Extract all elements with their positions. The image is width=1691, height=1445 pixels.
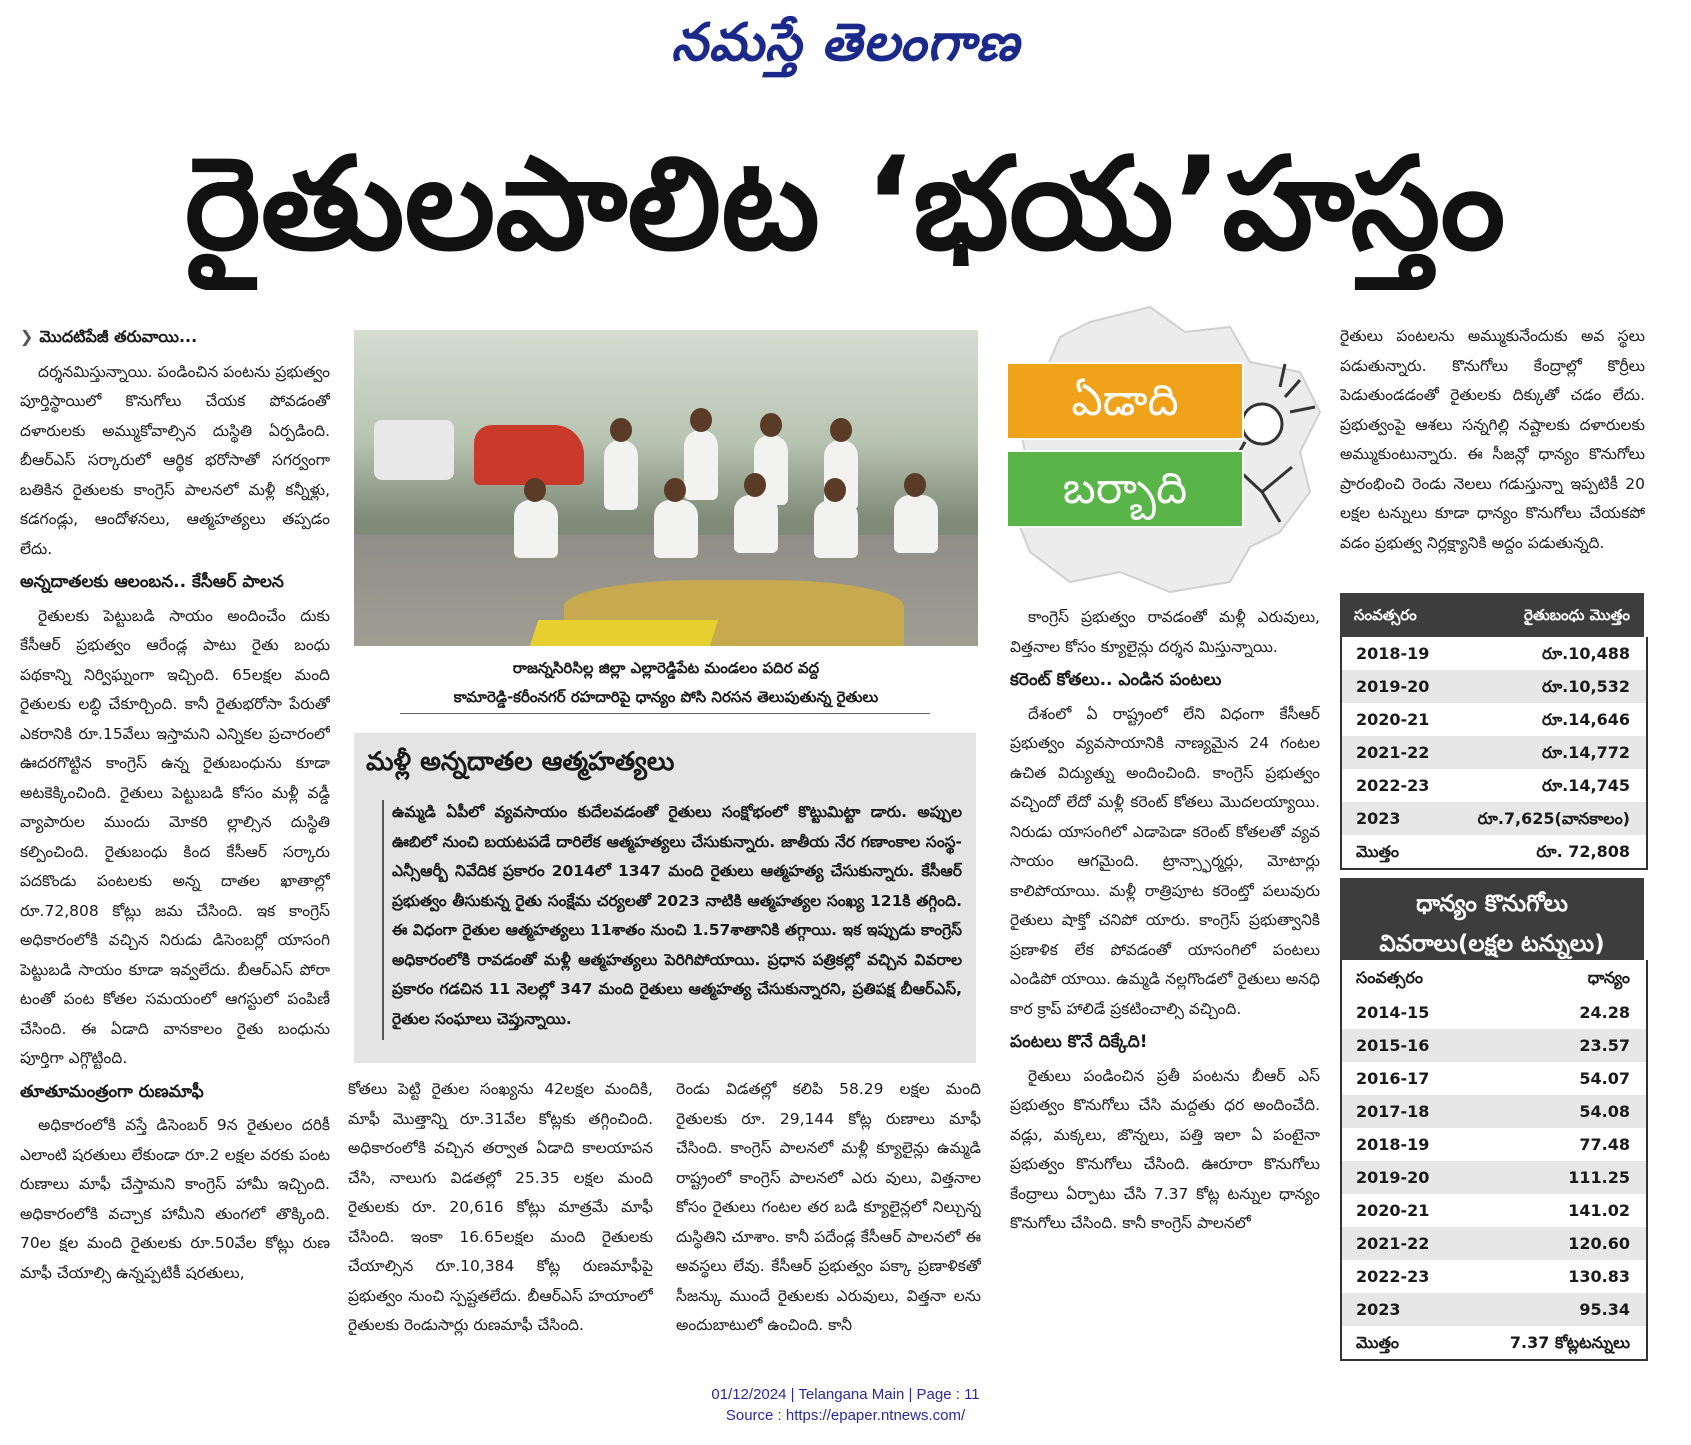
photo-person-head — [760, 413, 782, 437]
subheading: కరెంట్ కోతలు.. ఎండిన పంటలు — [1010, 670, 1222, 690]
table-row — [1342, 1029, 1646, 1062]
photo-person — [514, 500, 558, 558]
sidebar-box-title: మళ్లీ అన్నదాతల ఆత్మహత్యలు — [366, 747, 675, 777]
table-row — [1342, 1293, 1646, 1326]
cell-value: 54.07 — [1579, 1069, 1630, 1088]
table-row — [1342, 1227, 1646, 1260]
cell-year: 2020-21 — [1356, 710, 1430, 729]
table-title-line: వివరాలు(లక్షల టన్నులు) — [1379, 931, 1605, 957]
table-row — [1342, 1161, 1646, 1194]
photo-caption — [354, 654, 978, 712]
cell-year: 2015-16 — [1356, 1036, 1430, 1055]
ruin-tag: బర్బాది — [1006, 450, 1244, 528]
grain-procurement-table — [1340, 996, 1648, 1361]
arrow-right-icon: ❯ — [20, 327, 34, 346]
cell-value: రూ.14,772 — [1542, 743, 1630, 762]
grain-procurement-header-row — [1340, 960, 1648, 996]
column-header-grain: ధాన్యం — [1587, 968, 1630, 987]
headline: రైతులపాలిట ‘భయ’హస్తం — [184, 130, 1506, 279]
column-header-year: సంవత్సరం — [1356, 968, 1423, 987]
photo-person — [734, 495, 778, 553]
article-column-5 — [1340, 322, 1645, 577]
cell-value: 7.37 కోట్లటన్నులు — [1509, 1333, 1630, 1352]
paragraph: దేశంలో ఏ రాష్ట్రంలో లేని విధంగా కేసీఆర్ ప్రభుత్వం వ్యవసాయానికి నాణ్యమైన 24 గంటల ఉచిత విద్యుత్ను అందించింది. కాంగ్రెస్ ప్రభుత్వం వచ్చిందో లేదో మళ్లీ కరెంట్ కోతలు మొదలయ్యాయి. నిరుడు యాసంగిలో ఎడాపెడా కరెంట్ కోతలతో వ్యవ సాయం ఆగమైంది. ట్రాన్స్ఫార్మర్లు, మోటార్లు కాలిపోయాయి. మళ్లీ రాత్రిపూట కరెంట్తో పలువురు రైతులు షాక్తో చనిపో యారు. కాంగ్రెస్ ప్రభుత్వానికి ప్రణాళిక లేక పోవడంతో యాసంగిలో పంటలు ఎండిపో యాయి. ఉమ్మడి నల్లగొండలో రైతులు అనధి కార క్రాప్ హాలిడే ప్రకటించాల్సి వచ్చింది. — [1010, 704, 1320, 1018]
cell-value: 120.60 — [1568, 1234, 1630, 1253]
cell-value: రూ.10,488 — [1542, 644, 1630, 663]
cell-year: 2017-18 — [1356, 1102, 1430, 1121]
cell-year: 2020-21 — [1356, 1201, 1430, 1220]
photo-person-head — [824, 478, 846, 502]
cell-year: 2019-20 — [1356, 1168, 1430, 1187]
cell-value: రూ. 72,808 — [1536, 842, 1630, 861]
table-title-line: ధాన్యం కొనుగోలు — [1416, 891, 1568, 917]
table-row — [1342, 1260, 1646, 1293]
year-tag: ఏడాది — [1006, 362, 1244, 440]
table-row — [1342, 769, 1646, 802]
cell-year: 2018-19 — [1356, 644, 1430, 663]
photo-person-head — [610, 418, 632, 442]
photo-vehicle — [474, 425, 584, 485]
cell-value: 54.08 — [1579, 1102, 1630, 1121]
cell-year: 2022-23 — [1356, 776, 1430, 795]
paragraph: కోతలు పెట్టి రైతుల సంఖ్యను 42లక్షల మందికి, మాఫీ మొత్తాన్ని రూ.31వేల కోట్లకు తగ్గించింది. అధికారంలోకి వచ్చిన తర్వాత ఏడాది కాలయాపన చేసి, నాలుగు విడతల్లో 25.35 లక్షల మంది రైతులకు రూ. 20,616 కోట్లు మాత్రమే మాఫీ చేసింది. ఇంకా 16.65లక్షల మంది రైతులకు చేయాల్సిన రూ.10,384 కోట్ల రుణమాఫీపై ప్రభుత్వం నుంచి స్పష్టతలేదు. బీఆర్ఎస్ హయాంలో రైతులకు రెండుసార్లు రుణమాఫీ చేసింది. — [348, 1080, 653, 1334]
article-column-2 — [348, 1075, 653, 1365]
cell-year: 2019-20 — [1356, 677, 1430, 696]
cell-value: 77.48 — [1579, 1135, 1630, 1154]
cell-value: రూ.14,646 — [1542, 710, 1630, 729]
photo-person — [814, 500, 858, 558]
article-column-3 — [676, 1075, 981, 1365]
sidebar-box-body: ఉమ్మడి ఏపీలో వ్యవసాయం కుదేలవడంతో రైతులు సంక్షోభంలో కొట్టుమిట్టా డారు. అప్పుల ఊబిలో నుంచి బయటపడే దారిలేక ఆత్మహత్యలు చేసుకున్నారు. జాతీయ నేర గణాంకాల సంస్థ-ఎన్సీఆర్బీ నివేదిక ప్రకారం 2014లో 1347 మంది రైతులు ఆత్మహత్య చేసుకున్నారు. కేసీఆర్ ప్రభుత్వం తీసుకున్న రైతు సంక్షేమ చర్యలతో 2023 నాటికి ఆత్మహత్యల సంఖ్య 121కి తగ్గింది. ఈ విధంగా రైతుల ఆత్మహత్యలు 11శాతం నుంచి 1.57శాతానికి తగ్గాయి. ఇక ఇప్పుడు కాంగ్రెస్ అధికారంలోకి రావడంతో మళ్లీ ఆత్మహత్యలు పెరిగిపోయాయి. ప్రధాన పత్రికల్లో వచ్చిన వివరాల ప్రకారం గడచిన 11 నెలల్లో 347 మంది రైతులు ఆత్మహత్య చేసుకున్నారని, ప్రతిపక్ష బీఆర్ఎస్, రైతుల సంఘాలు చెప్తున్నాయి. — [392, 803, 962, 1028]
article-column-1 — [20, 322, 330, 1362]
paragraph: రైతులు పంటలను అమ్ముకునేందుకు అవ స్థలు పడుతున్నారు. కొనుగోలు కేంద్రాల్లో కొర్రీలు పెడుతుండడంతో రైతులకు దిక్కుతో చడం లేదు. ప్రభుత్వంపై ఆశలు సన్నగిల్లి నష్టాలకు దళారులకు అమ్ముకుంటున్నారు. ఈ సీజన్లో ధాన్యం కొనుగోలు ప్రారంభించి రెండు నెలలు గడుస్తున్నా ఇప్పటికీ 20 లక్షల టన్నులు కూడా ధాన్యం కొనుగోలు చేయకపో వడం ప్రభుత్వ నిర్లక్ష్యానికి అద్దం పడుతున్నది. — [1340, 327, 1645, 552]
table-row — [1342, 703, 1646, 736]
photo-person-head — [664, 478, 686, 502]
table-row — [1342, 802, 1646, 835]
table-row — [1342, 1194, 1646, 1227]
caption-line: కామారెడ్డి-కరీంనగర్ రహదారిపై ధాన్యం పోసి నిరసన తెలుపుతున్న రైతులు — [453, 688, 879, 706]
rythu-bandhu-table — [1340, 637, 1648, 870]
table-row — [1342, 835, 1646, 868]
paragraph: కాంగ్రెస్ ప్రభుత్వం రావడంతో మళ్లీ ఎరువులు, విత్తనాల కోసం క్యూలైన్లు దర్శన మిస్తున్నాయి. — [1010, 608, 1320, 656]
cell-year: 2023 — [1356, 1300, 1401, 1319]
cell-year: 2021-22 — [1356, 743, 1430, 762]
photo-vehicle — [374, 420, 454, 480]
caption-line: రాజన్నసిరిసిల్ల జిల్లా ఎల్లారెడ్డిపేట మండలం పదిర వద్ద — [512, 659, 820, 677]
table-row — [1342, 1062, 1646, 1095]
cell-value: రూ.14,745 — [1542, 776, 1630, 795]
cell-year: మొత్తం — [1356, 842, 1400, 861]
photo-person — [684, 430, 718, 500]
cell-value: రూ.7,625(వానకాలం) — [1477, 809, 1630, 828]
paragraph: రెండు విడతల్లో కలిపి 58.29 లక్షల మంది రైతులకు రూ. 29,144 కోట్ల రుణాలు మాఫీ చేసింది. కాంగ్రెస్ పాలనలో మళ్లీ క్యూలైన్లు ఉమ్మడి రాష్ట్రంలో కాంగ్రెస్ పాలనలో ఎరు వులు, విత్తనాల కోసం రైతులు గంటల తర బడి క్యూలైన్లలో నిల్చున్న దుస్థితిని చూశాం. కానీ పదేండ్ల కేసీఆర్ పాలనలో ఈ అవస్థలు లేవు. కేసీఆర్ ప్రభుత్వం పక్కా ప్రణాళికతో సీజన్కు ముందే రైతులకు ఎరువులు, విత్తనా లను అందుబాటులో ఉంచింది. కానీ — [676, 1080, 981, 1334]
cell-value: 130.83 — [1568, 1267, 1630, 1286]
cell-year: 2021-22 — [1356, 1234, 1430, 1253]
caption-divider — [400, 713, 930, 714]
footer-source: Source : https://epaper.ntnews.com/ — [725, 1407, 966, 1424]
photo-tarp — [530, 620, 718, 646]
page-footer — [0, 1384, 1691, 1426]
sidebar-box-rule — [382, 800, 384, 1040]
paragraph: అధికారంలోకి వస్తే డిసెంబర్ 9న రైతులం దరికీ ఎలాంటి షరతులు లేకుండా రూ.2 లక్షల వరకు పంట రుణాలు మాఫీ చేస్తామని కాంగ్రెస్ హామీ ఇచ్చింది. అధికారంలోకి వచ్చాక హామీని తుంగలో తొక్కింది. 70ల క్షల మంది రైతులకు రూ.50వేల కోట్లు రుణ మాఫీ చేయాల్సి ఉన్నప్పటికీ షరతులు, — [20, 1116, 330, 1282]
photo-person-head — [744, 473, 766, 497]
paragraph: దర్శనమిస్తున్నాయి. పండించిన పంటను ప్రభుత్వం పూర్తిస్థాయిలో కొనుగోలు చేయక పోవడంతో దళారులకు అమ్ముకోవాల్సిన దుస్థితి ఏర్పడింది. బీఆర్ఎస్ సర్కారులో ఆర్థిక భరోసాతో సగర్వంగా బతికిన రైతులకు కాంగ్రెస్ పాలనలో మళ్లీ కన్నీళ్లు, కడగండ్లు, ఆందోళనలు, ఆత్మహత్యలు తప్పడం లేదు. — [20, 362, 330, 558]
cell-value: 95.34 — [1579, 1300, 1630, 1319]
photo-person — [654, 500, 698, 558]
column-header-year: సంవత్సరం — [1354, 606, 1417, 624]
table-row — [1342, 1095, 1646, 1128]
table-row — [1342, 1326, 1646, 1359]
photo-person-head — [690, 408, 712, 432]
cell-year: మొత్తం — [1356, 1333, 1400, 1352]
footer-dateline: 01/12/2024 | Telangana Main | Page : 11 — [711, 1386, 980, 1403]
cell-value: రూ.10,532 — [1542, 677, 1630, 696]
table-row — [1342, 996, 1646, 1029]
cell-year: 2016-17 — [1356, 1069, 1430, 1088]
photo-person-head — [524, 478, 546, 502]
table-row — [1342, 1128, 1646, 1161]
paragraph: రైతులు పండించిన ప్రతీ పంటను బీఆర్ ఎస్ ప్రభుత్వం కొనుగోలు చేసి మద్దతు ధర అందించేది. వడ్లు, మక్కలు, జొన్నలు, పత్తి ఇలా ఏ పంటైనా ప్రభుత్వం కొనుగోలు చేసింది. ఊరూరా కొనుగోలు కేంద్రాలు ఏర్పాటు చేసి 7.37 కోట్ల టన్నుల ధాన్యం కొనుగోలు చేసింది. కానీ కాంగ్రెస్ పాలనలో — [1010, 1066, 1320, 1232]
article-column-4 — [1010, 603, 1320, 1363]
protest-photo — [354, 330, 978, 646]
column-header-amount: రైతుబంధు మొత్తం — [1524, 606, 1630, 624]
masthead-logo: నమస్తే తెలంగాణ — [671, 12, 1020, 73]
paragraph: రైతులకు పెట్టుబడి సాయం అందించేం దుకు కేసీఆర్ ప్రభుత్వం ఆరేండ్ల పాటు రైతు బంధు పథకాన్ని నిర్విఘ్నంగా ఇచ్చింది. 65లక్షల మంది రైతులకు లబ్ధి చేకూర్చింది. కానీ రైతుభరోసా పేరుతో ఎకరానికి రూ.15వేలు ఇస్తామని ఎన్నికల ప్రచారంలో ఊదరగొట్టిన కాంగ్రెస్ ఉన్న రైతుబంధును కూడా అటకెక్కించింది. రైతులు పెట్టుబడి కోసం మళ్లీ వడ్డీ వ్యాపారుల ముందు మోకరి ల్లాల్సిన దుస్థితి కల్పించింది. రైతుబంధు కింద కేసీఆర్ సర్కారు పదకొండు పంటలకు అన్న దాతల ఖాతాల్లో రూ.72,808 కోట్లు జమ చేసింది. ఇక కాంగ్రెస్ అధికారంలోకి వచ్చిన నిరుడు డిసెంబర్లో యాసంగి పెట్టుబడి సాయం కూడా ఇవ్వలేదు. బీఆర్ఎస్ పోరా టంతో పంట కోతల సమయంలో ఆగస్టులో పంపిణీ చేసింది. ఈ ఏడాది వానకాలం రైతు బంధును పూర్తిగా ఎగ్గొట్టింది. — [20, 606, 330, 1067]
cell-year: 2018-19 — [1356, 1135, 1430, 1154]
table-row — [1342, 637, 1646, 670]
subheading: అన్నదాతలకు ఆలంబన.. కేసీఆర్ పాలన — [20, 572, 284, 592]
continuation-label: ❯ మొదటిపేజీ తరువాయి... — [20, 327, 198, 346]
cell-year: 2014-15 — [1356, 1003, 1430, 1022]
photo-person-head — [904, 473, 926, 497]
cell-value: 111.25 — [1568, 1168, 1630, 1187]
subheading: తూతూమంత్రంగా రుణమాఫీ — [20, 1081, 204, 1102]
photo-person — [604, 440, 638, 510]
photo-person — [894, 495, 938, 553]
cell-value: 23.57 — [1579, 1036, 1630, 1055]
rythu-bandhu-table-header — [1340, 593, 1644, 637]
cell-value: 141.02 — [1568, 1201, 1630, 1220]
photo-person-head — [830, 418, 852, 442]
table-row — [1342, 736, 1646, 769]
table-row — [1342, 670, 1646, 703]
cell-value: 24.28 — [1579, 1003, 1630, 1022]
cell-year: 2022-23 — [1356, 1267, 1430, 1286]
cell-year: 2023 — [1356, 809, 1401, 828]
subheading: పంటలు కొనే దిక్కేది! — [1010, 1032, 1148, 1052]
